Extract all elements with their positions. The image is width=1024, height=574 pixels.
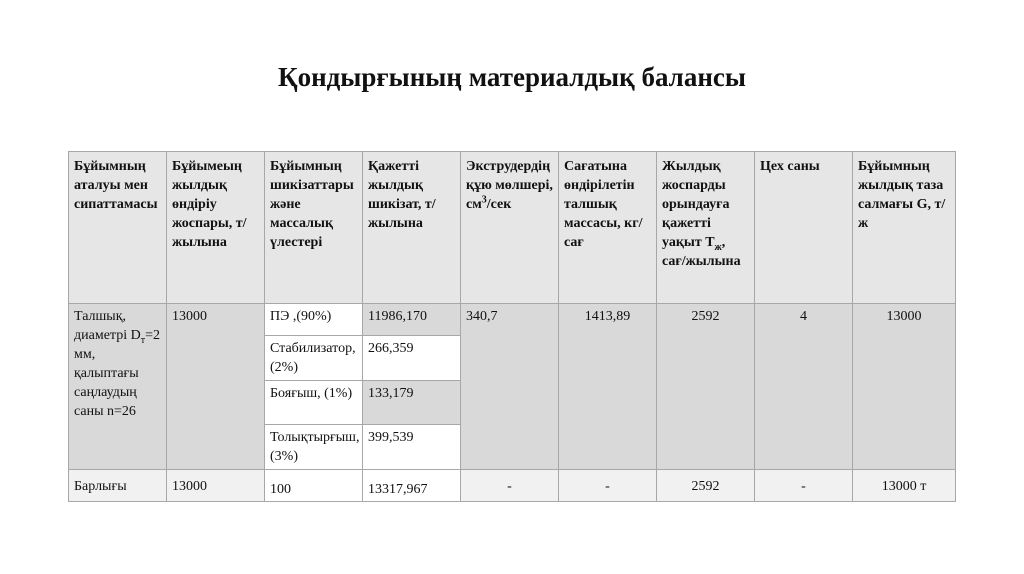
- page-title: Қондырғының материалдық балансы: [278, 62, 746, 92]
- net-weight-cell: 13000: [853, 304, 956, 470]
- header-required-time: Жылдық жоспарды орындауға қажетті уақыт $Т_ж$, сағ/жылына: [657, 152, 755, 304]
- total-hourly-mass-cell: -: [559, 470, 657, 502]
- component-amount-cell: 133,179: [363, 380, 461, 425]
- header-required-raw: Қажетті жылдық шикізат, т/жылына: [363, 152, 461, 304]
- total-amount-cell: 13317,967: [363, 470, 461, 502]
- total-workshops-cell: -: [755, 470, 853, 502]
- component-amount-cell: 399,539: [363, 425, 461, 470]
- header-raw-materials: Бұйымның шикізаттары және массалық үлестері: [265, 152, 363, 304]
- workshops-cell: 4: [755, 304, 853, 470]
- component-name-cell: Стабилизатор, (2%): [265, 336, 363, 381]
- header-net-weight: Бұйымның жылдық таза салмағы G, т/ж: [853, 152, 956, 304]
- total-label-cell: Барлығы: [69, 470, 167, 502]
- header-workshops: Цех саны: [755, 152, 853, 304]
- component-amount-cell: 266,359: [363, 336, 461, 381]
- total-net-weight-cell: 13000 т: [853, 470, 956, 502]
- component-name-cell: Толықтырғыш, (3%): [265, 425, 363, 470]
- component-name-cell: ПЭ ,(90%): [265, 304, 363, 336]
- header-row: [69, 152, 956, 304]
- time-cell: 2592: [657, 304, 755, 470]
- extruder-cell: 340,7: [461, 304, 559, 470]
- header-hourly-mass: Сағатына өндірілетін талшық массасы, кг/сағ: [559, 152, 657, 304]
- table-row: [69, 304, 956, 336]
- header-product-name: Бұйымның аталуы мен сипаттамасы: [69, 152, 167, 304]
- total-share-cell: 100: [265, 470, 363, 502]
- total-extruder-cell: -: [461, 470, 559, 502]
- product-name-cell: Талшық, диаметрі $D_т=2$ мм, қалыптағы саңлаудың саны n=26: [69, 304, 167, 470]
- component-amount-cell: 11986,170: [363, 304, 461, 336]
- total-row: [69, 470, 956, 502]
- total-time-cell: 2592: [657, 470, 755, 502]
- hourly-mass-cell: 1413,89: [559, 304, 657, 470]
- header-extruder: Экструдердің құю мөлшері, $см^3$/сек: [461, 152, 559, 304]
- material-balance-table: [68, 151, 956, 502]
- product-plan-cell: 13000: [167, 304, 265, 470]
- header-annual-plan: Бұйымеың жылдық өндіріу жоспары, т/жылына: [167, 152, 265, 304]
- total-plan-cell: 13000: [167, 470, 265, 502]
- component-name-cell: Бояғыш, (1%): [265, 380, 363, 425]
